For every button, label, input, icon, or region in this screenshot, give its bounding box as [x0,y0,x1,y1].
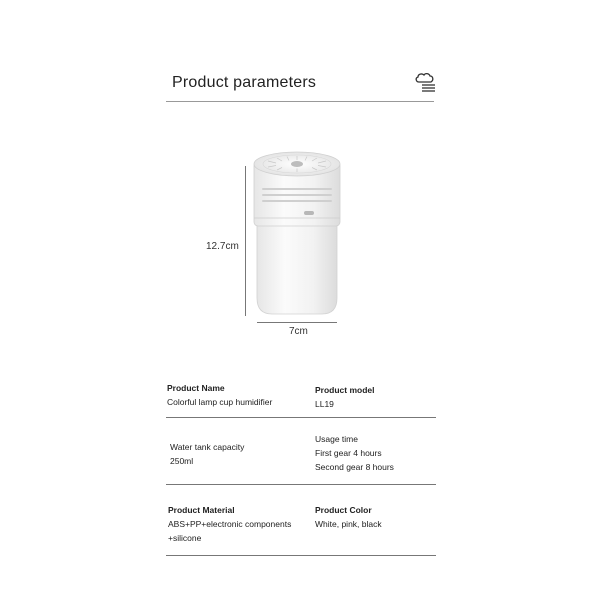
spec-product-name [167,381,272,409]
title-divider [166,101,434,102]
humidifier-image [252,148,342,320]
row-divider [166,417,436,418]
spec-usage-time [315,432,394,474]
height-dimension-label: 12.7cm [206,241,239,252]
spec-value: 250ml [170,456,194,466]
spec-value: First gear 4 hours [315,448,382,458]
spec-product-model [315,383,375,411]
spec-value: White, pink, black [315,519,382,529]
spec-value: +silicone [168,533,202,543]
spec-product-material [168,503,291,545]
spec-value: LL19 [315,399,334,409]
spec-product-color [315,503,382,531]
height-dimension-line [245,166,246,316]
cloud-menu-icon [413,72,437,92]
spec-value: Second gear 8 hours [315,462,394,472]
spec-label: Water tank capacity [170,442,245,452]
spec-label: Product Name [167,383,225,393]
spec-water-tank [170,440,244,468]
spec-value: Colorful lamp cup humidifier [167,397,273,407]
spec-label: Product Material [168,505,235,515]
row-divider [166,555,436,556]
page-title: Product parameters [172,74,317,91]
width-dimension-line [257,322,337,323]
row-divider [166,484,436,485]
spec-label: Product model [315,385,375,395]
spec-label: Product Color [315,505,372,515]
spec-label: Usage time [315,434,358,444]
spec-value: ABS+PP+electronic components [168,519,292,529]
width-dimension-label: 7cm [289,326,308,337]
